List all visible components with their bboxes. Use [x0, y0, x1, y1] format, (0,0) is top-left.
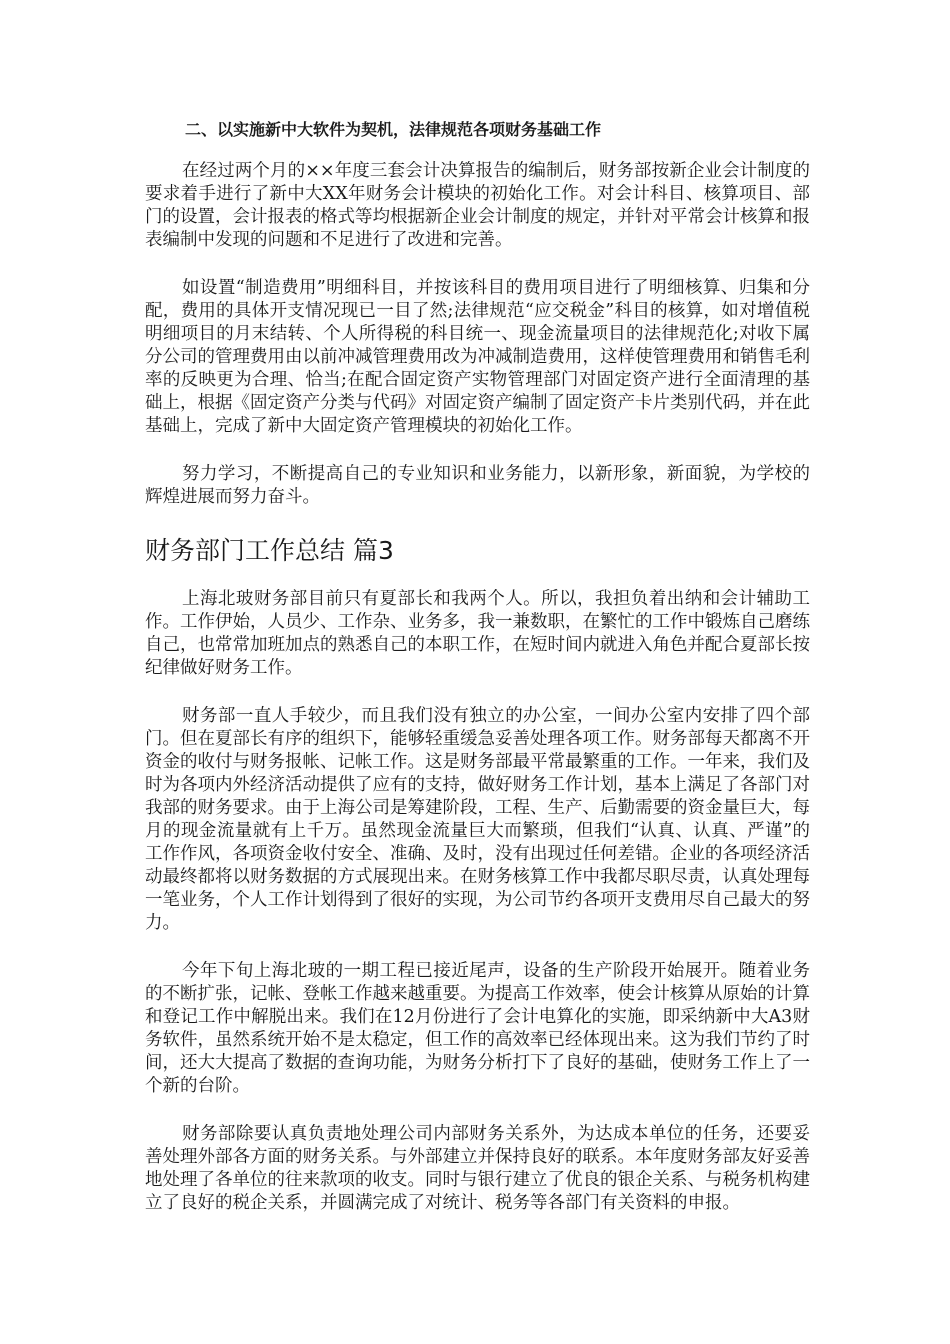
paragraph: 努力学习，不断提高自己的专业知识和业务能力，以新形象，新面貌，为学校的辉煌进展而努力奋斗。 — [145, 464, 810, 507]
subheading: 二、以实施新中大软件为契机，法律规范各项财务基础工作 — [185, 120, 602, 139]
paragraph: 如设置“制造费用”明细科目，并按该科目的费用项目进行了明细核算、归集和分配，费用的具体开支情况现已一目了然;法律规范“应交税金”科目的核算，如对增值税明细项目的月末结转、个人所得税的科目统一、现金流量项目的法律规范化;对收下属分公司的管理费用由以前冲减管理费用改为冲减制造费用，这样使管理费用和销售毛利率的反映更为合理、恰当;在配合固定资产实物管理部门对固定资产进行全面清理的基础上，根据《固定资产分类与代码》对固定资产编制了固定资产卡片类别代码，并在此基础上，完成了新中大固定资产管理模块的初始化工作。 — [145, 278, 810, 436]
section-title: 财务部门工作总结 篇3 — [145, 536, 394, 565]
paragraph: 财务部一直人手较少，而且我们没有独立的办公室，一间办公室内安排了四个部门。但在夏部长有序的组织下，能够轻重缓急妥善处理各项工作。财务部每天都离不开资金的收付与财务报帐、记帐工作。这是财务部最平常最繁重的工作。一年来，我们及时为各项内外经济活动提供了应有的支持，做好财务工作计划，基本上满足了各部门对我部的财务要求。由于上海公司是筹建阶段，工程、生产、后勤需要的资金量巨大，每月的现金流量就有上千万。虽然现金流量巨大而繁琐，但我们“认真、认真、严谨”的工作作风，各项资金收付安全、准确、及时，没有出现过任何差错。企业的各项经济活动最终都将以财务数据的方式展现出来。在财务核算工作中我都尽职尽责，认真处理每一笔业务，个人工作计划得到了很好的实现，为公司节约各项开支费用尽自己最大的努力。 — [145, 706, 810, 933]
paragraph: 财务部除要认真负责地处理公司内部财务关系外，为达成本单位的任务，还要妥善处理外部各方面的财务关系。与外部建立并保持良好的联系。本年度财务部友好妥善地处理了各单位的往来款项的收支。同时与银行建立了优良的银企关系、与税务机构建立了良好的税企关系，并圆满完成了对统计、税务等各部门有关资料的申报。 — [145, 1124, 810, 1213]
paragraph: 今年下旬上海北玻的一期工程已接近尾声，设备的生产阶段开始展开。随着业务的不断扩张，记帐、登帐工作越来越重要。为提高工作效率，使会计核算从原始的计算和登记工作中解脱出来。我们在12月份进行了会计电算化的实施，即采纳新中大A3财务软件，虽然系统开始不是太稳定，但工作的高效率已经体现出来。这为我们节约了时间，还大大提高了数据的查询功能，为财务分析打下了良好的基础，使财务工作上了一个新的台阶。 — [145, 961, 810, 1096]
paragraph: 上海北玻财务部目前只有夏部长和我两个人。所以，我担负着出纳和会计辅助工作。工作伊始，人员少、工作杂、业务多，我一兼数职，在繁忙的工作中锻炼自己磨练自己，也常常加班加点的熟悉自己的本职工作，在短时间内就进入角色并配合夏部长按纪律做好财务工作。 — [145, 589, 810, 678]
document-page — [145, 110, 810, 1240]
paragraph: 在经过两个月的××年度三套会计决算报告的编制后，财务部按新企业会计制度的要求着手进行了新中大XX年财务会计模块的初始化工作。对会计科目、核算项目、部门的设置，会计报表的格式等均根据新企业会计制度的规定，并针对平常会计核算和报表编制中发现的问题和不足进行了改进和完善。 — [145, 161, 810, 250]
